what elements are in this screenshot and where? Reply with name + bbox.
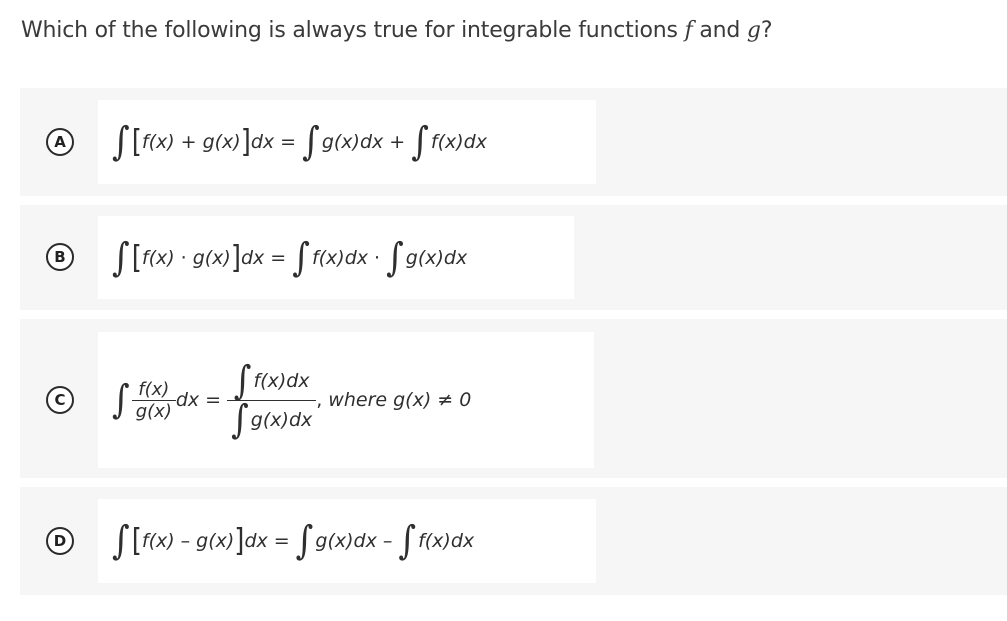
question-var-g: g xyxy=(746,18,761,43)
option-d-letter[interactable]: D xyxy=(46,527,74,555)
option-a-formula[interactable]: ∫ [ f(x) + g(x) ] dx = ∫ g(x) dx + ∫ f(x) dx xyxy=(98,100,596,184)
option-b[interactable] xyxy=(20,205,1007,310)
integrand-fraction: $\frac{f(x)}{g(x)}$ xyxy=(132,379,176,422)
question-text xyxy=(21,18,772,43)
option-a[interactable] xyxy=(20,88,1007,196)
option-c-formula[interactable]: ∫ $\frac{f(x)}{g(x)}$ dx = ∫ f(x) dx ∫ g(x) dx , where g(x) ≠ 0 xyxy=(98,332,594,468)
option-c-letter[interactable]: C xyxy=(46,386,74,414)
rhs-fraction: ∫ f(x) dx ∫ g(x) dx xyxy=(227,362,316,439)
question-var-f: f xyxy=(684,18,693,43)
option-d[interactable] xyxy=(20,487,1007,595)
question-and: and xyxy=(692,18,747,43)
option-b-letter[interactable]: B xyxy=(46,243,74,271)
option-b-formula[interactable]: ∫ [ f(x) · g(x) ] dx = ∫ f(x) dx · ∫ g(x) dx xyxy=(98,216,574,299)
question-prefix: Which of the following is always true for integrable functions xyxy=(21,18,685,43)
option-c[interactable] xyxy=(20,319,1007,478)
option-a-letter[interactable]: A xyxy=(46,128,74,156)
option-d-formula[interactable]: ∫ [ f(x) – g(x) ] dx = ∫ g(x) dx – ∫ f(x) dx xyxy=(98,499,596,583)
question-suffix: ? xyxy=(760,18,773,43)
where-condition: where g(x) ≠ 0 xyxy=(328,389,472,411)
